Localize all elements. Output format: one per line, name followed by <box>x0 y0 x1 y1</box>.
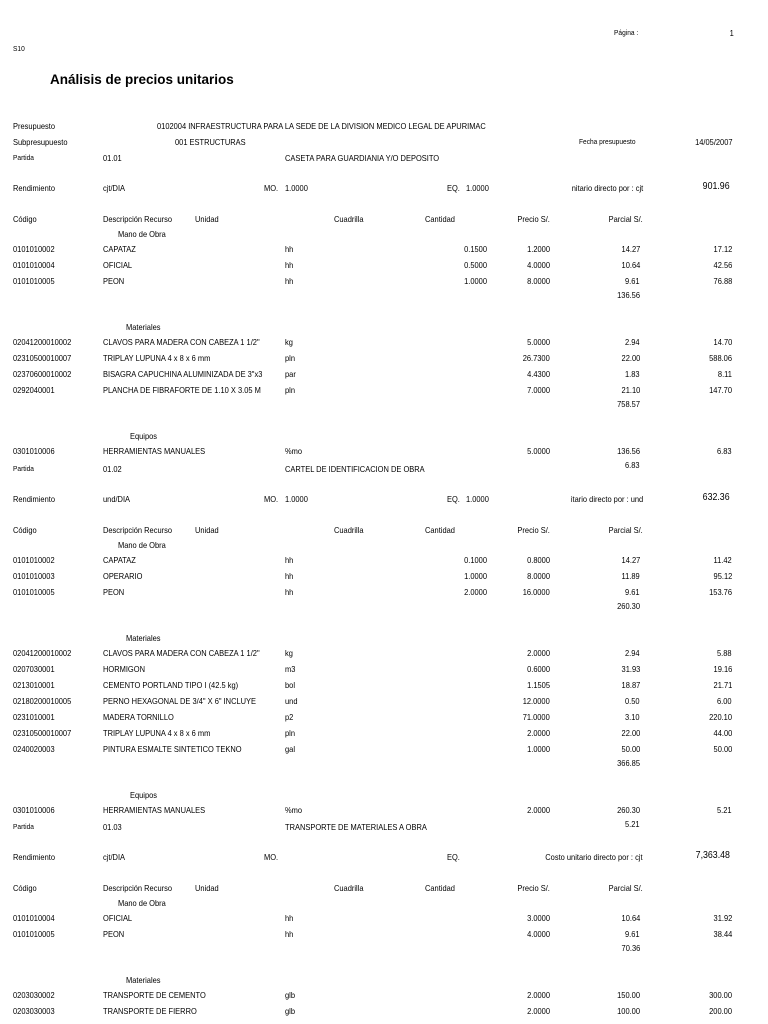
row-description: CLAVOS PARA MADERA CON CABEZA 1 1/2" <box>103 337 260 347</box>
row-precio: 2.94 <box>625 648 640 658</box>
row-code: 02041200010002 <box>13 337 72 347</box>
mo-value: 1.0000 <box>285 494 308 504</box>
row-unit: hh <box>285 260 294 270</box>
row-precio: 22.00 <box>621 353 640 363</box>
row-parcial: 220.10 <box>709 712 732 722</box>
col-header-parcial: Parcial S/. <box>608 525 643 535</box>
row-precio: 100.00 <box>617 1006 640 1016</box>
row-cantidad: 2.0000 <box>527 1006 550 1016</box>
row-description: PLANCHA DE FIBRAFORTE DE 1.10 X 3.05 M <box>103 385 261 395</box>
costo-unitario-value: 901.96 <box>703 181 730 192</box>
row-parcial: 300.00 <box>709 990 732 1000</box>
row-parcial: 147.70 <box>709 385 732 395</box>
costo-unitario-value: 632.36 <box>703 492 730 503</box>
row-description: TRIPLAY LUPUNA 4 x 8 x 6 mm <box>103 353 211 363</box>
rendimiento-unit: cjt/DIA <box>103 183 126 193</box>
row-description: CLAVOS PARA MADERA CON CABEZA 1 1/2" <box>103 648 260 658</box>
eq-label: EQ. <box>447 494 460 504</box>
row-description: MADERA TORNILLO <box>103 712 174 722</box>
row-precio: 10.64 <box>621 260 640 270</box>
col-header-precio: Precio S/. <box>517 883 550 893</box>
row-parcial: 153.76 <box>709 587 732 597</box>
page-title: Análisis de precios unitarios <box>50 72 234 87</box>
row-precio: 9.61 <box>625 276 640 286</box>
costo-unitario-value: 7,363.48 <box>695 850 730 861</box>
row-description: CAPATAZ <box>103 555 136 565</box>
materiales-section-label: Materiales <box>126 633 161 643</box>
row-unit: %mo <box>285 805 303 815</box>
col-header-cantidad: Cantidad <box>425 525 455 535</box>
row-cuadrilla: 1.0000 <box>464 276 487 286</box>
row-code: 0292040001 <box>13 385 55 395</box>
rendimiento-label: Rendimiento <box>13 494 56 504</box>
row-cuadrilla: 2.0000 <box>464 587 487 597</box>
presupuesto-label: Presupuesto <box>13 121 56 131</box>
row-description: BISAGRA CAPUCHINA ALUMINIZADA DE 3"x3 <box>103 369 263 379</box>
row-cantidad: 1.1505 <box>527 680 550 690</box>
row-description: HERRAMIENTAS MANUALES <box>103 805 206 815</box>
row-unit: p2 <box>285 712 294 722</box>
col-header-descripcion: Descripción Recurso <box>103 214 173 224</box>
mano-de-obra-subtotal: 136.56 <box>617 290 640 300</box>
row-code: 0240020003 <box>13 744 55 754</box>
row-description: TRIPLAY LUPUNA 4 x 8 x 6 mm <box>103 728 211 738</box>
eq-label: EQ. <box>447 852 460 862</box>
row-cuadrilla: 0.5000 <box>464 260 487 270</box>
row-cantidad: 26.7300 <box>522 353 550 363</box>
row-cantidad: 0.8000 <box>527 555 550 565</box>
col-header-cantidad: Cantidad <box>425 214 455 224</box>
row-code: 0101010003 <box>13 571 55 581</box>
row-parcial: 76.88 <box>713 276 732 286</box>
partida-name: CARTEL DE IDENTIFICACION DE OBRA <box>285 464 425 474</box>
materiales-section-label: Materiales <box>126 322 161 332</box>
page-number: 1 <box>729 28 734 38</box>
mo-label: MO. <box>264 183 279 193</box>
row-unit: kg <box>285 648 293 658</box>
row-description: PEON <box>103 929 125 939</box>
row-cantidad: 3.0000 <box>527 913 550 923</box>
row-description: OFICIAL <box>103 260 133 270</box>
row-description: PINTURA ESMALTE SINTETICO TEKNO <box>103 744 242 754</box>
presupuesto-value: 0102004 INFRAESTRUCTURA PARA LA SEDE DE LA DIVISION MEDICO LEGAL DE APURIMAC <box>157 121 486 131</box>
row-precio: 11.89 <box>621 571 640 581</box>
row-parcial: 38.44 <box>713 929 732 939</box>
row-cantidad: 2.0000 <box>527 805 550 815</box>
row-parcial: 8.11 <box>717 369 732 379</box>
row-unit: pln <box>285 728 295 738</box>
partida-code: 01.01 <box>103 153 122 163</box>
row-cuadrilla: 0.1000 <box>464 555 487 565</box>
row-code: 02370600010002 <box>13 369 72 379</box>
partida-label: Partida <box>13 822 34 831</box>
row-unit: hh <box>285 587 294 597</box>
row-parcial: 95.12 <box>713 571 732 581</box>
row-cantidad: 1.0000 <box>527 744 550 754</box>
row-precio: 0.50 <box>625 696 640 706</box>
row-precio: 136.56 <box>617 446 640 456</box>
partida-label: Partida <box>13 153 34 162</box>
row-precio: 10.64 <box>621 913 640 923</box>
mo-label: MO. <box>264 852 279 862</box>
row-cantidad: 2.0000 <box>527 648 550 658</box>
row-code: 0301010006 <box>13 446 55 456</box>
row-cuadrilla: 1.0000 <box>464 571 487 581</box>
row-parcial: 14.70 <box>713 337 732 347</box>
row-precio: 150.00 <box>617 990 640 1000</box>
row-parcial: 42.56 <box>713 260 732 270</box>
row-cantidad: 4.0000 <box>527 929 550 939</box>
row-code: 02310500010007 <box>13 728 72 738</box>
row-precio: 50.00 <box>621 744 640 754</box>
fecha-value: 14/05/2007 <box>695 137 733 147</box>
row-parcial: 588.06 <box>709 353 732 363</box>
row-cantidad: 8.0000 <box>527 571 550 581</box>
equipos-section-label: Equipos <box>130 790 158 800</box>
rendimiento-unit: cjt/DIA <box>103 852 126 862</box>
row-cuadrilla: 0.1500 <box>464 244 487 254</box>
partida-code: 01.03 <box>103 822 122 832</box>
row-unit: kg <box>285 337 293 347</box>
mano-de-obra-section-label: Mano de Obra <box>118 229 166 239</box>
col-header-parcial: Parcial S/. <box>608 883 643 893</box>
row-precio: 3.10 <box>625 712 640 722</box>
row-code: 0301010006 <box>13 805 55 815</box>
col-header-codigo: Código <box>13 214 37 224</box>
row-parcial: 44.00 <box>713 728 732 738</box>
row-description: PEON <box>103 276 125 286</box>
row-description: PERNO HEXAGONAL DE 3/4" X 6" INCLUYE <box>103 696 257 706</box>
row-unit: bol <box>285 680 295 690</box>
equipos-subtotal: 5.21 <box>625 819 640 829</box>
mo-label: MO. <box>264 494 279 504</box>
col-header-precio: Precio S/. <box>517 525 550 535</box>
materiales-section-label: Materiales <box>126 975 161 985</box>
row-description: CEMENTO PORTLAND TIPO I (42.5 kg) <box>103 680 239 690</box>
eq-value: 1.0000 <box>466 183 489 193</box>
row-description: TRANSPORTE DE CEMENTO <box>103 990 206 1000</box>
row-precio: 9.61 <box>625 587 640 597</box>
col-header-cuadrilla: Cuadrilla <box>334 214 364 224</box>
row-precio: 2.94 <box>625 337 640 347</box>
subpresupuesto-value: 001 ESTRUCTURAS <box>175 137 246 147</box>
row-parcial: 31.92 <box>713 913 732 923</box>
row-parcial: 21.71 <box>713 680 732 690</box>
row-precio: 260.30 <box>617 805 640 815</box>
row-precio: 21.10 <box>621 385 640 395</box>
materiales-subtotal: 366.85 <box>617 758 640 768</box>
row-code: 02041200010002 <box>13 648 72 658</box>
rendimiento-label: Rendimiento <box>13 852 56 862</box>
rendimiento-unit: und/DIA <box>103 494 131 504</box>
row-parcial: 5.21 <box>717 805 732 815</box>
row-code: 0231010001 <box>13 712 55 722</box>
row-precio: 14.27 <box>621 555 640 565</box>
row-unit: hh <box>285 913 294 923</box>
materiales-subtotal: 758.57 <box>617 399 640 409</box>
row-cantidad: 4.4300 <box>527 369 550 379</box>
col-header-descripcion: Descripción Recurso <box>103 883 173 893</box>
eq-value: 1.0000 <box>466 494 489 504</box>
row-precio: 9.61 <box>625 929 640 939</box>
partida-label: Partida <box>13 464 34 473</box>
col-header-codigo: Código <box>13 883 37 893</box>
row-precio: 18.87 <box>621 680 640 690</box>
row-description: OFICIAL <box>103 913 133 923</box>
row-unit: gal <box>285 744 295 754</box>
row-unit: glb <box>285 1006 295 1016</box>
row-unit: pln <box>285 385 295 395</box>
row-parcial: 6.00 <box>717 696 732 706</box>
row-unit: pln <box>285 353 295 363</box>
col-header-unidad: Unidad <box>195 214 219 224</box>
row-cantidad: 71.0000 <box>522 712 550 722</box>
row-precio: 1.83 <box>625 369 640 379</box>
row-description: HERRAMIENTAS MANUALES <box>103 446 206 456</box>
row-unit: m3 <box>285 664 296 674</box>
equipos-section-label: Equipos <box>130 431 158 441</box>
costo-unitario-label: nitario directo por : cjt <box>571 183 643 193</box>
row-code: 0101010005 <box>13 587 55 597</box>
row-parcial: 19.16 <box>713 664 732 674</box>
partida-code: 01.02 <box>103 464 122 474</box>
mo-value: 1.0000 <box>285 183 308 193</box>
row-cantidad: 16.0000 <box>522 587 550 597</box>
mano-de-obra-section-label: Mano de Obra <box>118 540 166 550</box>
costo-unitario-label: Costo unitario directo por : cjt <box>545 852 643 862</box>
row-code: 0207030001 <box>13 664 55 674</box>
col-header-unidad: Unidad <box>195 525 219 535</box>
row-unit: hh <box>285 276 294 286</box>
row-code: 0203030002 <box>13 990 55 1000</box>
col-header-cuadrilla: Cuadrilla <box>334 525 364 535</box>
row-code: 0213010001 <box>13 680 55 690</box>
row-code: 02310500010007 <box>13 353 72 363</box>
row-unit: hh <box>285 929 294 939</box>
row-cantidad: 4.0000 <box>527 260 550 270</box>
row-description: CAPATAZ <box>103 244 136 254</box>
row-unit: hh <box>285 555 294 565</box>
row-description: OPERARIO <box>103 571 143 581</box>
row-unit: glb <box>285 990 295 1000</box>
row-cantidad: 12.0000 <box>522 696 550 706</box>
row-cantidad: 2.0000 <box>527 728 550 738</box>
col-header-unidad: Unidad <box>195 883 219 893</box>
col-header-parcial: Parcial S/. <box>608 214 643 224</box>
costo-unitario-label: itario directo por : und <box>570 494 643 504</box>
col-header-cuadrilla: Cuadrilla <box>334 883 364 893</box>
col-header-cantidad: Cantidad <box>425 883 455 893</box>
partida-name: TRANSPORTE DE MATERIALES A OBRA <box>285 822 427 832</box>
fecha-label: Fecha presupuesto <box>579 137 636 146</box>
mano-de-obra-subtotal: 260.30 <box>617 601 640 611</box>
eq-label: EQ. <box>447 183 460 193</box>
row-parcial: 50.00 <box>713 744 732 754</box>
row-code: 0101010005 <box>13 929 55 939</box>
subpresupuesto-label: Subpresupuesto <box>13 137 68 147</box>
row-unit: hh <box>285 244 294 254</box>
mano-de-obra-section-label: Mano de Obra <box>118 898 166 908</box>
col-header-codigo: Código <box>13 525 37 535</box>
row-precio: 22.00 <box>621 728 640 738</box>
row-code: 0101010004 <box>13 913 55 923</box>
row-parcial: 17.12 <box>713 244 732 254</box>
row-unit: und <box>285 696 298 706</box>
row-description: TRANSPORTE DE FIERRO <box>103 1006 197 1016</box>
rendimiento-label: Rendimiento <box>13 183 56 193</box>
row-unit: %mo <box>285 446 303 456</box>
mano-de-obra-subtotal: 70.36 <box>621 943 640 953</box>
col-header-descripcion: Descripción Recurso <box>103 525 173 535</box>
row-parcial: 5.88 <box>717 648 732 658</box>
row-cantidad: 8.0000 <box>527 276 550 286</box>
row-code: 0101010002 <box>13 555 55 565</box>
row-parcial: 11.42 <box>713 555 732 565</box>
row-description: PEON <box>103 587 125 597</box>
row-cantidad: 1.2000 <box>527 244 550 254</box>
row-code: 0203030003 <box>13 1006 55 1016</box>
row-parcial: 200.00 <box>709 1006 732 1016</box>
page-label: Página : <box>614 28 639 37</box>
row-code: 02180200010005 <box>13 696 72 706</box>
row-cantidad: 5.0000 <box>527 337 550 347</box>
row-description: HORMIGON <box>103 664 145 674</box>
row-cantidad: 5.0000 <box>527 446 550 456</box>
row-code: 0101010005 <box>13 276 55 286</box>
row-precio: 31.93 <box>621 664 640 674</box>
s10-label: S10 <box>13 44 25 53</box>
row-precio: 14.27 <box>621 244 640 254</box>
row-cantidad: 2.0000 <box>527 990 550 1000</box>
row-unit: par <box>285 369 296 379</box>
row-cantidad: 0.6000 <box>527 664 550 674</box>
equipos-subtotal: 6.83 <box>625 460 640 470</box>
row-code: 0101010002 <box>13 244 55 254</box>
row-unit: hh <box>285 571 294 581</box>
row-cantidad: 7.0000 <box>527 385 550 395</box>
col-header-precio: Precio S/. <box>517 214 550 224</box>
partida-name: CASETA PARA GUARDIANIA Y/O DEPOSITO <box>285 153 440 163</box>
row-code: 0101010004 <box>13 260 55 270</box>
row-parcial: 6.83 <box>717 446 732 456</box>
